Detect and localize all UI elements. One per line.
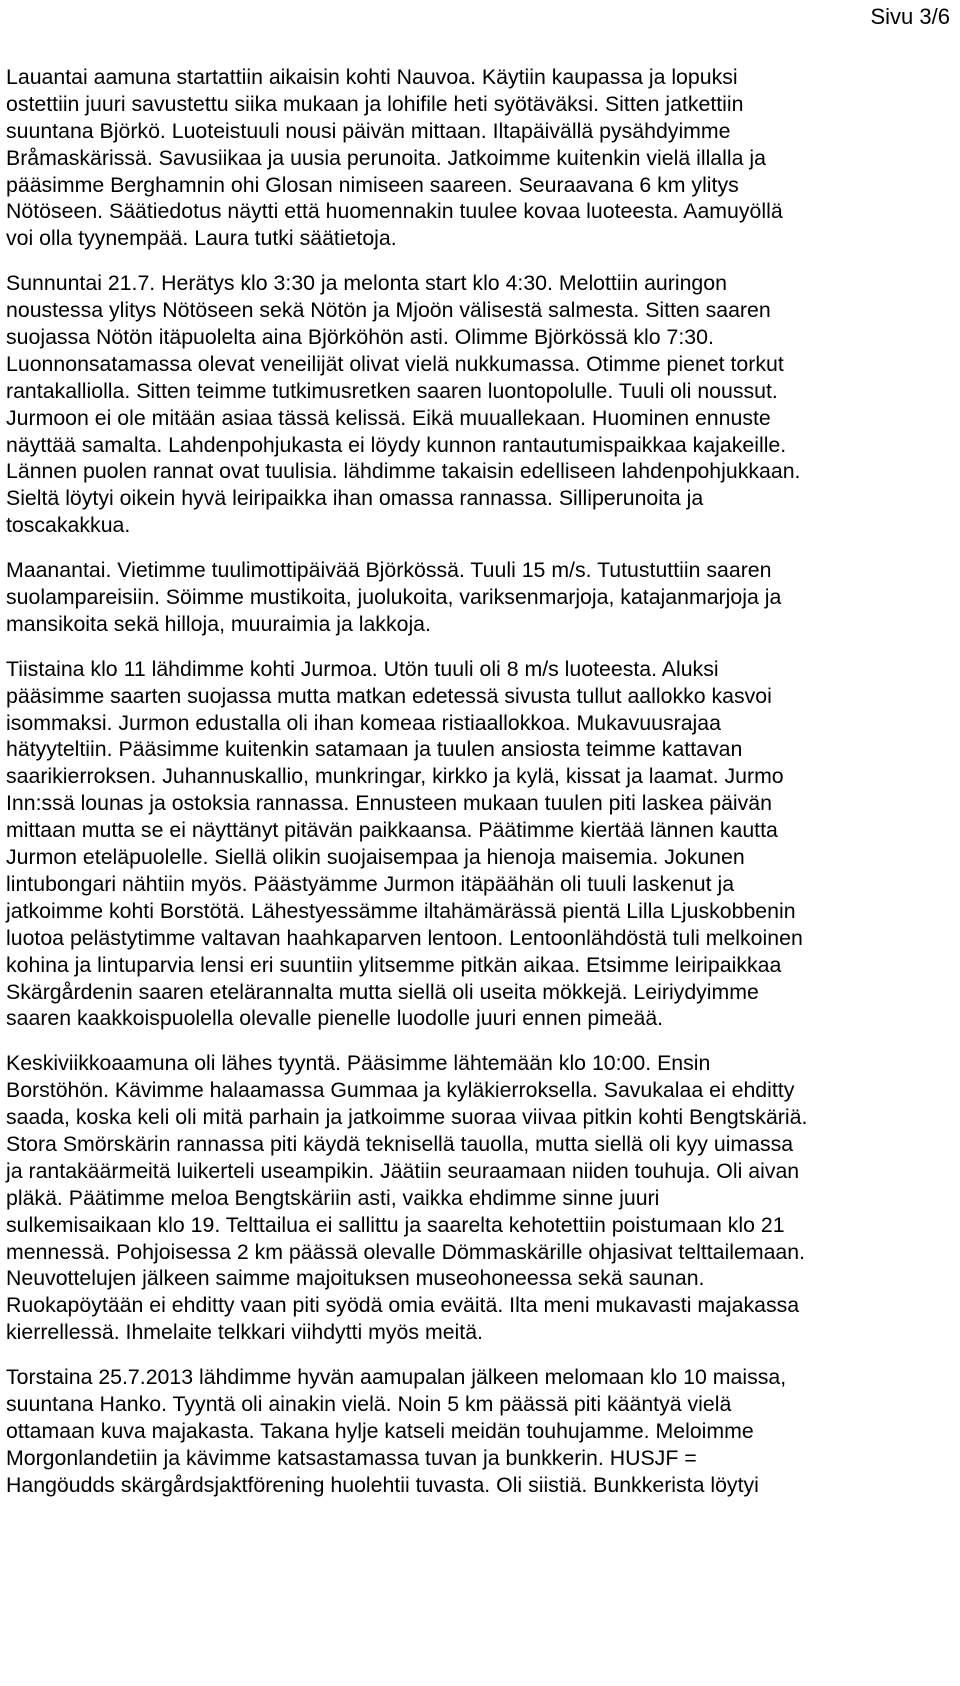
text-line: Tiistaina klo 11 lähdimme kohti Jurmoa. Utön tuuli oli 8 m/s luoteesta. Aluksi <box>6 656 719 681</box>
text-line: ottamaan kuva majakasta. Takana hylje katseli meidän touhujamme. Meloimme <box>6 1418 754 1443</box>
text-line: mittaan mutta se ei näyttänyt pitävän paikkaansa. Päätimme kiertää lännen kautta <box>6 818 778 843</box>
text-line: Borstöhön. Kävimme halaamassa Gummaa ja kyläkierroksella. Savukalaa ei ehditty <box>6 1078 795 1103</box>
text-line: pläkä. Päätimme meloa Bengtskäriin asti, vaikka ehdimme sinne juuri <box>6 1185 660 1210</box>
text-line: kohina ja lintuparvia lensi eri suuntiin ylitsemme pitkän aikaa. Etsimme leiripaikkaa <box>6 952 782 977</box>
text-line: Inn:ssä lounas ja ostoksia rannassa. Ennusteen mukaan tuulen piti laskea päivän <box>6 791 772 816</box>
text-line: Lännen puolen rannat ovat tuulisia. lähdimme takaisin edelliseen lahdenpohjukkaan. <box>6 459 801 484</box>
text-line: suojassa Nötön itäpuolelta aina Björköhön asti. Olimme Björkössä klo 7:30. <box>6 325 714 350</box>
text-line: kierrellessä. Ihmelaite telkkari viihdytti myös meitä. <box>6 1320 483 1345</box>
text-line: Luonnonsatamassa olevat veneilijät olivat vielä nukkumassa. Otimme pienet torkut <box>6 351 784 376</box>
paragraph <box>6 270 951 539</box>
paragraph <box>6 64 951 252</box>
text-line: Sieltä löytyi oikein hyvä leiripaikka ihan omassa rannassa. Silliperunoita ja <box>6 486 704 511</box>
paragraph <box>6 557 951 638</box>
document-body <box>6 64 951 1517</box>
text-line: hätyyteltiin. Pääsimme kuitenkin satamaan ja tuulen ansiosta teimme kattavan <box>6 737 743 762</box>
text-line: mennessä. Pohjoisessa 2 km päässä olevalle Dömmaskärille ohjasivat telttailemaan. <box>6 1239 806 1264</box>
text-line: Maanantai. Vietimme tuulimottipäivää Björkössä. Tuuli 15 m/s. Tutustuttiin saaren <box>6 558 772 583</box>
text-line: voi olla tyynempää. Laura tutki säätietoja. <box>6 226 397 251</box>
text-line: sulkemisaikaan klo 19. Telttailua ei sallittu ja saarelta kehotettiin poistumaan klo 21 <box>6 1212 785 1237</box>
text-line: Sunnuntai 21.7. Herätys klo 3:30 ja melonta start klo 4:30. Melottiin auringon <box>6 271 727 296</box>
text-line: Keskiviikkoaamuna oli lähes tyyntä. Pääsimme lähtemään klo 10:00. Ensin <box>6 1051 711 1076</box>
text-line: Neuvottelujen jälkeen saimme majoituksen museohoneessa sekä saunan. <box>6 1266 705 1291</box>
text-line: lintubongari nähtiin myös. Päästyämme Jurmon itäpäähän oli tuuli laskenut ja <box>6 871 735 896</box>
text-line: rantakalliolla. Sitten teimme tutkimusretken saaren luontopolulle. Tuuli oli noussut. <box>6 378 778 403</box>
text-line: Nötöseen. Säätiedotus näytti että huomennakin tuulee kovaa luoteesta. Aamuyöllä <box>6 199 783 224</box>
text-line: saaren kaakkoispuolella olevalle pienelle luodolle juuri ennen pimeää. <box>6 1006 664 1031</box>
paragraph <box>6 1364 951 1498</box>
text-line: Lauantai aamuna startattiin aikaisin kohti Nauvoa. Käytiin kaupassa ja lopuksi <box>6 65 738 89</box>
text-line: pääsimme Berghamnin ohi Glosan nimiseen saareen. Seuraavana 6 km ylitys <box>6 172 739 197</box>
text-line: Skärgårdenin saaren etelärannalta mutta siellä oli useita mökkejä. Leiriydyimme <box>6 979 759 1004</box>
text-line: Jurmoon ei ole mitään asiaa tässä kelissä. Eikä muuallekaan. Huominen ennuste <box>6 405 771 430</box>
text-line: suuntana Björkö. Luoteistuuli nousi päivän mittaan. Iltapäivällä pysähdyimme <box>6 118 731 143</box>
paragraph <box>6 1050 951 1346</box>
paragraph <box>6 656 951 1032</box>
text-line: Morgonlandetiin ja kävimme katsastamassa tuvan ja bunkkerin. HUSJF = <box>6 1445 697 1470</box>
text-line: Jurmon eteläpuolelle. Siellä olikin suojaisempaa ja hienoja maisemia. Jokunen <box>6 845 745 870</box>
text-line: Stora Smörskärin rannassa piti käydä teknisellä tauolla, mutta siellä oli kyy uimassa <box>6 1131 794 1156</box>
text-line: luotoa pelästytimme valtavan haahkaparven lentoon. Lentoonlähdöstä tuli melkoinen <box>6 925 803 950</box>
page-number: Sivu 3/6 <box>870 4 950 29</box>
text-line: jatkoimme kohti Borstötä. Lähestyessämme iltahämärässä pientä Lilla Ljuskobbenin <box>6 898 796 923</box>
text-line: isommaksi. Jurmon edustalla oli ihan komeaa ristiaallokkoa. Mukavuusrajaa <box>6 710 721 735</box>
text-line: saarikierroksen. Juhannuskallio, munkringar, kirkko ja kylä, kissat ja laamat. Jurmo <box>6 764 784 789</box>
text-line: Ruokapöytään ei ehditty vaan piti syödä omia eväitä. Ilta meni mukavasti majakassa <box>6 1293 800 1318</box>
text-line: saada, koska keli oli mitä parhain ja jatkoimme suoraa viivaa pitkin kohti Bengtskäriä. <box>6 1105 808 1130</box>
text-line: suuntana Hanko. Tyyntä oli ainakin vielä. Noin 5 km päässä piti kääntyä vielä <box>6 1391 732 1416</box>
text-line: ostettiin juuri savustettu siika mukaan ja lohifile heti syötäväksi. Sitten jatkettiin <box>6 91 744 116</box>
text-line: noustessa ylitys Nötöseen sekä Nötön ja Mjoön välisestä salmesta. Sitten saaren <box>6 298 771 323</box>
text-line: suolampareisiin. Söimme mustikoita, juolukoita, variksenmarjoja, katajanmarjoja ja <box>6 585 782 610</box>
text-line: Bråmaskärissä. Savusiikaa ja uusia perunoita. Jatkoimme kuitenkin vielä illalla ja <box>6 145 766 170</box>
text-line: näyttää samalta. Lahdenpohjukasta ei löydy kunnon rantautumispaikkaa kajakeille. <box>6 432 787 457</box>
text-line: ja rantakäärmeitä luikerteli useampikin. Jäätiin seuraamaan niiden touhuja. Oli aivan <box>6 1158 800 1183</box>
text-line: Torstaina 25.7.2013 lähdimme hyvän aamupalan jälkeen melomaan klo 10 maissa, <box>6 1365 787 1390</box>
text-line: toscakakkua. <box>6 513 131 538</box>
text-line: Hangöudds skärgårdsjaktförening huolehtii tuvasta. Oli siistiä. Bunkkerista löytyi <box>6 1472 759 1497</box>
text-line: mansikoita sekä hilloja, muuraimia ja lakkoja. <box>6 611 431 636</box>
text-line: pääsimme saarten suojassa mutta matkan edetessä sivusta tullut aallokko kasvoi <box>6 683 772 708</box>
